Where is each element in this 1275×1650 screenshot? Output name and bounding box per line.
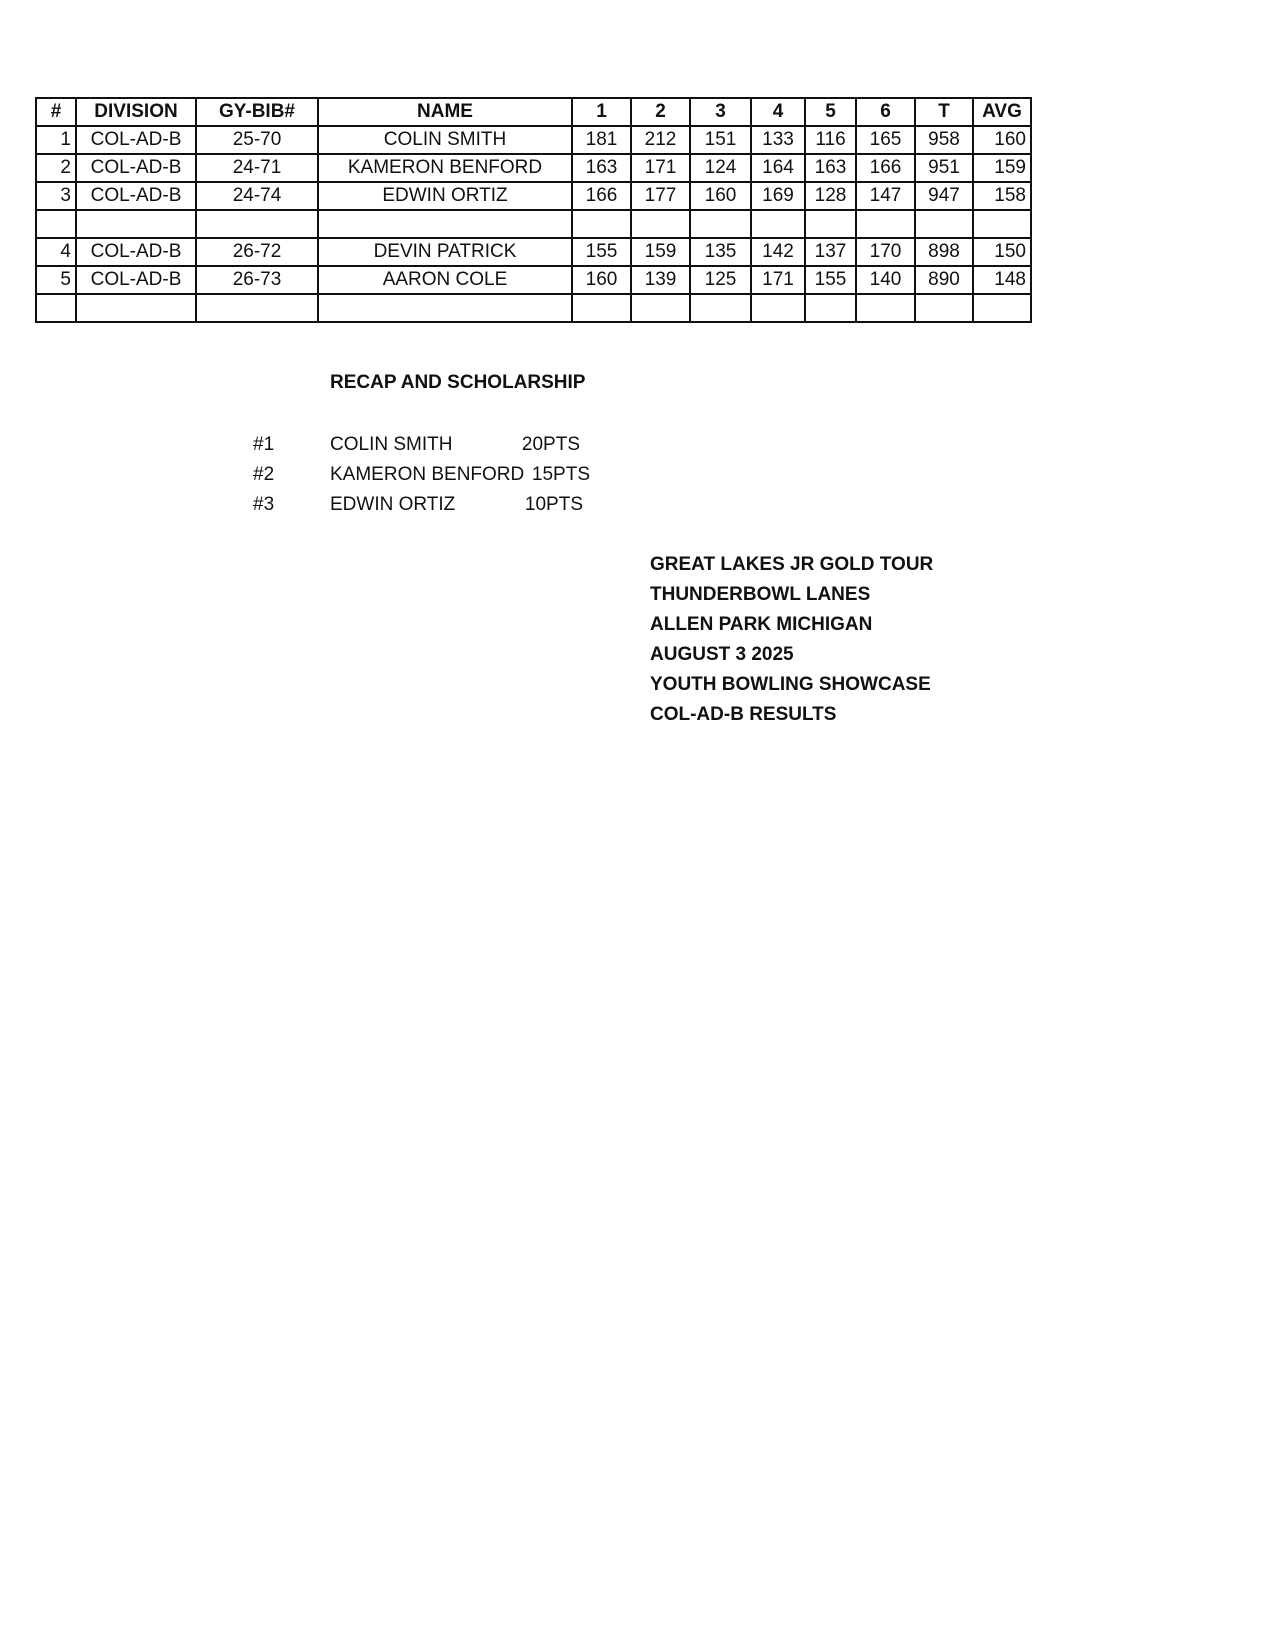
header-average: AVG [973,98,1031,126]
cell-game-6 [856,294,915,322]
cell-game-3 [690,210,751,238]
cell-game-5: 155 [805,266,856,294]
recap-points: 20PTS [521,434,580,455]
cell-bib [196,210,318,238]
cell-average: 159 [973,154,1031,182]
recap-title: RECAP AND SCHOLARSHIP [330,372,586,393]
cell-game-5: 163 [805,154,856,182]
cell-game-5: 116 [805,126,856,154]
cell-rank: 5 [36,266,76,294]
cell-game-1: 160 [572,266,631,294]
cell-division: COL-AD-B [76,182,196,210]
event-name: YOUTH BOWLING SHOWCASE [650,674,931,695]
cell-game-5 [805,210,856,238]
cell-rank: 3 [36,182,76,210]
event-info [650,550,933,730]
event-date: AUGUST 3 2025 [650,644,794,665]
event-results-title: COL-AD-B RESULTS [650,704,837,725]
cell-game-4: 133 [751,126,805,154]
header-game-4: 4 [751,98,805,126]
cell-division: COL-AD-B [76,126,196,154]
cell-division: COL-AD-B [76,238,196,266]
recap-rank: #2 [253,464,275,485]
cell-game-3: 125 [690,266,751,294]
cell-game-4 [751,210,805,238]
cell-total: 890 [915,266,973,294]
recap-rank: #3 [253,494,275,515]
cell-game-3 [690,294,751,322]
cell-bib [196,294,318,322]
cell-game-1: 155 [572,238,631,266]
cell-total: 958 [915,126,973,154]
cell-game-5 [805,294,856,322]
cell-game-6: 166 [856,154,915,182]
recap-rank: #1 [253,434,275,455]
event-tour-name: GREAT LAKES JR GOLD TOUR [650,554,934,575]
cell-division: COL-AD-B [76,154,196,182]
cell-game-1: 181 [572,126,631,154]
cell-game-2: 212 [631,126,690,154]
cell-bib: 24-74 [196,182,318,210]
cell-game-1 [572,294,631,322]
event-venue: THUNDERBOWL LANES [650,584,871,605]
header-name: NAME [318,98,572,126]
table-row [36,266,1031,294]
cell-game-1: 166 [572,182,631,210]
table-row [36,182,1031,210]
table-row [36,126,1031,154]
cell-average [973,210,1031,238]
header-game-6: 6 [856,98,915,126]
cell-bib: 26-72 [196,238,318,266]
cell-division: COL-AD-B [76,266,196,294]
results-table-body [36,126,1031,322]
header-rank: # [36,98,76,126]
cell-game-4: 142 [751,238,805,266]
cell-game-2: 139 [631,266,690,294]
cell-game-4: 169 [751,182,805,210]
cell-rank: 4 [36,238,76,266]
table-row-blank [36,210,1031,238]
header-game-5: 5 [805,98,856,126]
cell-game-1 [572,210,631,238]
cell-game-6: 147 [856,182,915,210]
cell-game-5: 137 [805,238,856,266]
table-header-row [36,98,1031,126]
cell-game-3: 160 [690,182,751,210]
cell-game-6 [856,210,915,238]
cell-rank: 2 [36,154,76,182]
cell-game-6: 140 [856,266,915,294]
cell-name: AARON COLE [318,266,572,294]
cell-name [318,294,572,322]
cell-average: 150 [973,238,1031,266]
cell-bib: 25-70 [196,126,318,154]
cell-bib: 26-73 [196,266,318,294]
table-row [36,154,1031,182]
header-total: T [915,98,973,126]
cell-game-2 [631,294,690,322]
cell-name: KAMERON BENFORD [318,154,572,182]
cell-game-4: 164 [751,154,805,182]
header-bib: GY-BIB# [196,98,318,126]
cell-game-6: 165 [856,126,915,154]
cell-total: 898 [915,238,973,266]
recap-points: 10PTS [524,494,583,515]
cell-name: COLIN SMITH [318,126,572,154]
cell-average: 158 [973,182,1031,210]
cell-game-3: 124 [690,154,751,182]
table-row [36,238,1031,266]
cell-game-6: 170 [856,238,915,266]
cell-rank [36,294,76,322]
cell-game-3: 151 [690,126,751,154]
cell-name: EDWIN ORTIZ [318,182,572,210]
cell-name: DEVIN PATRICK [318,238,572,266]
header-division: DIVISION [76,98,196,126]
cell-game-2 [631,210,690,238]
cell-game-4: 171 [751,266,805,294]
recap-name: KAMERON BENFORD [330,464,525,485]
cell-average: 160 [973,126,1031,154]
cell-average [973,294,1031,322]
recap-name: EDWIN ORTIZ [330,494,456,515]
cell-game-3: 135 [690,238,751,266]
cell-total [915,294,973,322]
cell-game-2: 177 [631,182,690,210]
recap-points: 15PTS [531,464,590,485]
header-game-2: 2 [631,98,690,126]
cell-average: 148 [973,266,1031,294]
cell-game-2: 171 [631,154,690,182]
recap-name: COLIN SMITH [330,434,453,455]
header-game-1: 1 [572,98,631,126]
table-row-blank [36,294,1031,322]
cell-total [915,210,973,238]
results-table [35,97,1032,323]
cell-game-5: 128 [805,182,856,210]
cell-bib: 24-71 [196,154,318,182]
cell-game-4 [751,294,805,322]
cell-rank [36,210,76,238]
cell-division [76,294,196,322]
cell-name [318,210,572,238]
header-game-3: 3 [690,98,751,126]
cell-game-1: 163 [572,154,631,182]
cell-total: 947 [915,182,973,210]
cell-rank: 1 [36,126,76,154]
cell-game-2: 159 [631,238,690,266]
event-location: ALLEN PARK MICHIGAN [650,614,873,635]
cell-total: 951 [915,154,973,182]
cell-division [76,210,196,238]
